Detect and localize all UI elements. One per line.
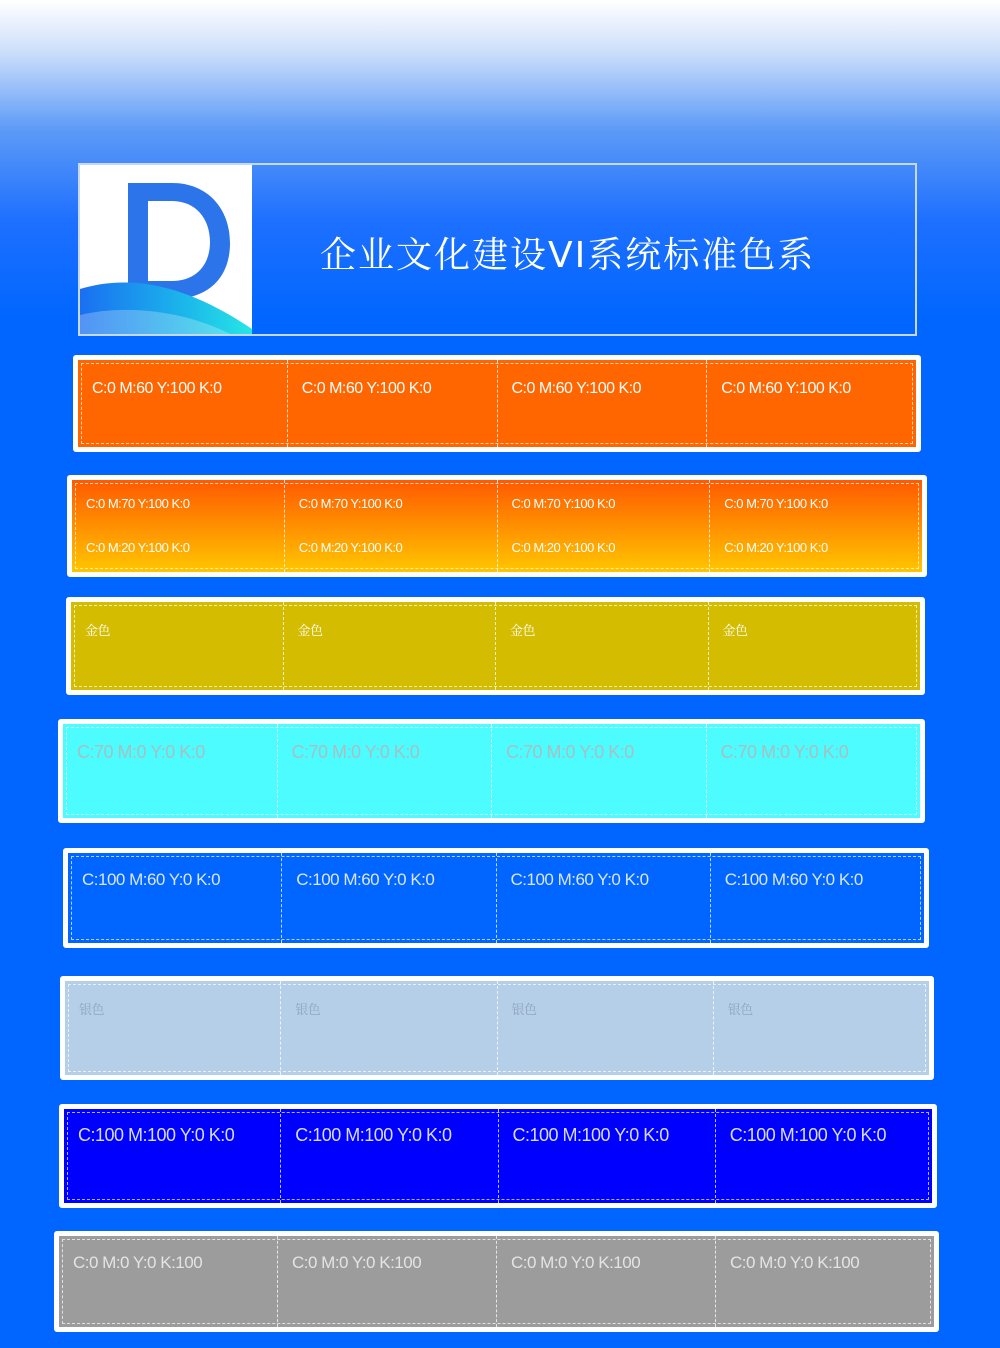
swatch-cell [65,981,280,1075]
swatch-cell [280,1109,497,1203]
cmyk-label: C:0 M:70 Y:100 K:0 [86,496,190,511]
cmyk-label: C:70 M:0 Y:0 K:0 [77,742,205,762]
cmyk-label: C:100 M:60 Y:0 K:0 [82,870,221,889]
cmyk-label: C:100 M:100 Y:0 K:0 [512,1125,669,1145]
swatch-cell [71,602,283,690]
swatch-cell [59,1236,277,1327]
swatch-cell [277,1236,496,1327]
swatch-cell [63,724,277,818]
cmyk-label: C:0 M:60 Y:100 K:0 [301,380,432,397]
color-name-label: 金色 [722,623,748,638]
color-band-silver [60,976,934,1080]
swatch-cell [68,853,281,943]
cmyk-label-secondary: C:0 M:20 Y:100 K:0 [511,540,615,555]
cmyk-label: C:0 M:0 Y:0 K:100 [511,1253,641,1272]
cmyk-label: C:0 M:70 Y:100 K:0 [724,496,828,511]
swatch-cell [72,480,284,572]
cmyk-label: C:0 M:70 Y:100 K:0 [511,496,615,511]
swatch-cell [496,853,710,943]
cmyk-label-secondary: C:0 M:20 Y:100 K:0 [86,540,190,555]
swatch-cell [280,981,496,1075]
swatch-cell [283,602,496,690]
cmyk-label: C:70 M:0 Y:0 K:0 [720,742,849,762]
swatch-cell [497,480,710,572]
swatch-cell [491,724,706,818]
cmyk-label: C:70 M:0 Y:0 K:0 [291,742,420,762]
color-name-label: 金色 [510,623,536,638]
swatch-cell [284,480,497,572]
cmyk-label: C:0 M:70 Y:100 K:0 [298,496,403,511]
swatch-cell [713,981,929,1075]
color-band-gold [66,597,925,695]
swatch-cell [708,602,921,690]
swatch-cell [715,1109,932,1203]
swatch-cell [277,724,492,818]
cmyk-label: C:70 M:0 Y:0 K:0 [506,742,634,762]
swatch-cell [709,480,922,572]
cmyk-label-secondary: C:0 M:20 Y:100 K:0 [298,540,403,555]
color-band-gradient [67,475,927,577]
logo [80,165,252,334]
swatch-cell [706,724,921,818]
cmyk-label: C:100 M:60 Y:0 K:0 [724,870,863,889]
color-name-label: 银色 [295,1002,321,1017]
swatch-cell [287,360,497,447]
logo-d-icon [80,165,252,334]
color-band-blue [63,848,929,948]
swatch-cell [64,1109,280,1203]
color-name-label: 金色 [85,623,111,638]
swatch-cell [281,853,495,943]
cmyk-label: C:100 M:100 Y:0 K:0 [78,1125,235,1145]
header-banner [78,163,917,336]
color-name-label: 金色 [297,623,323,638]
page-title: 企业文化建设VI系统标准色系 [320,235,816,276]
color-band-gray [54,1231,939,1332]
color-band-deep-blue [59,1104,937,1208]
color-name-label: 银色 [727,1002,753,1017]
color-name-label: 银色 [511,1002,537,1017]
swatch-cell [496,1236,715,1327]
cmyk-label: C:0 M:0 Y:0 K:100 [292,1253,422,1272]
color-band-cyan [58,719,925,823]
color-band-orange [73,355,921,452]
swatch-cell [498,1109,715,1203]
swatch-cell [497,360,707,447]
color-name-label: 银色 [79,1002,105,1017]
swatch-cell [78,360,287,447]
swatch-cell [715,1236,934,1327]
cmyk-label: C:0 M:60 Y:100 K:0 [721,380,851,397]
cmyk-label: C:0 M:0 Y:0 K:100 [73,1253,203,1272]
swatch-cell [495,602,708,690]
swatch-cell [706,360,916,447]
cmyk-label: C:0 M:60 Y:100 K:0 [511,380,641,397]
cmyk-label: C:100 M:100 Y:0 K:0 [295,1125,452,1145]
swatch-cell [497,981,713,1075]
cmyk-label: C:100 M:100 Y:0 K:0 [729,1125,887,1145]
cmyk-label: C:0 M:60 Y:100 K:0 [92,380,222,397]
cmyk-label: C:100 M:60 Y:0 K:0 [510,870,649,889]
cmyk-label: C:100 M:60 Y:0 K:0 [296,870,435,889]
cmyk-label-secondary: C:0 M:20 Y:100 K:0 [724,540,828,555]
swatch-cell [710,853,924,943]
cmyk-label: C:0 M:0 Y:0 K:100 [730,1253,860,1272]
